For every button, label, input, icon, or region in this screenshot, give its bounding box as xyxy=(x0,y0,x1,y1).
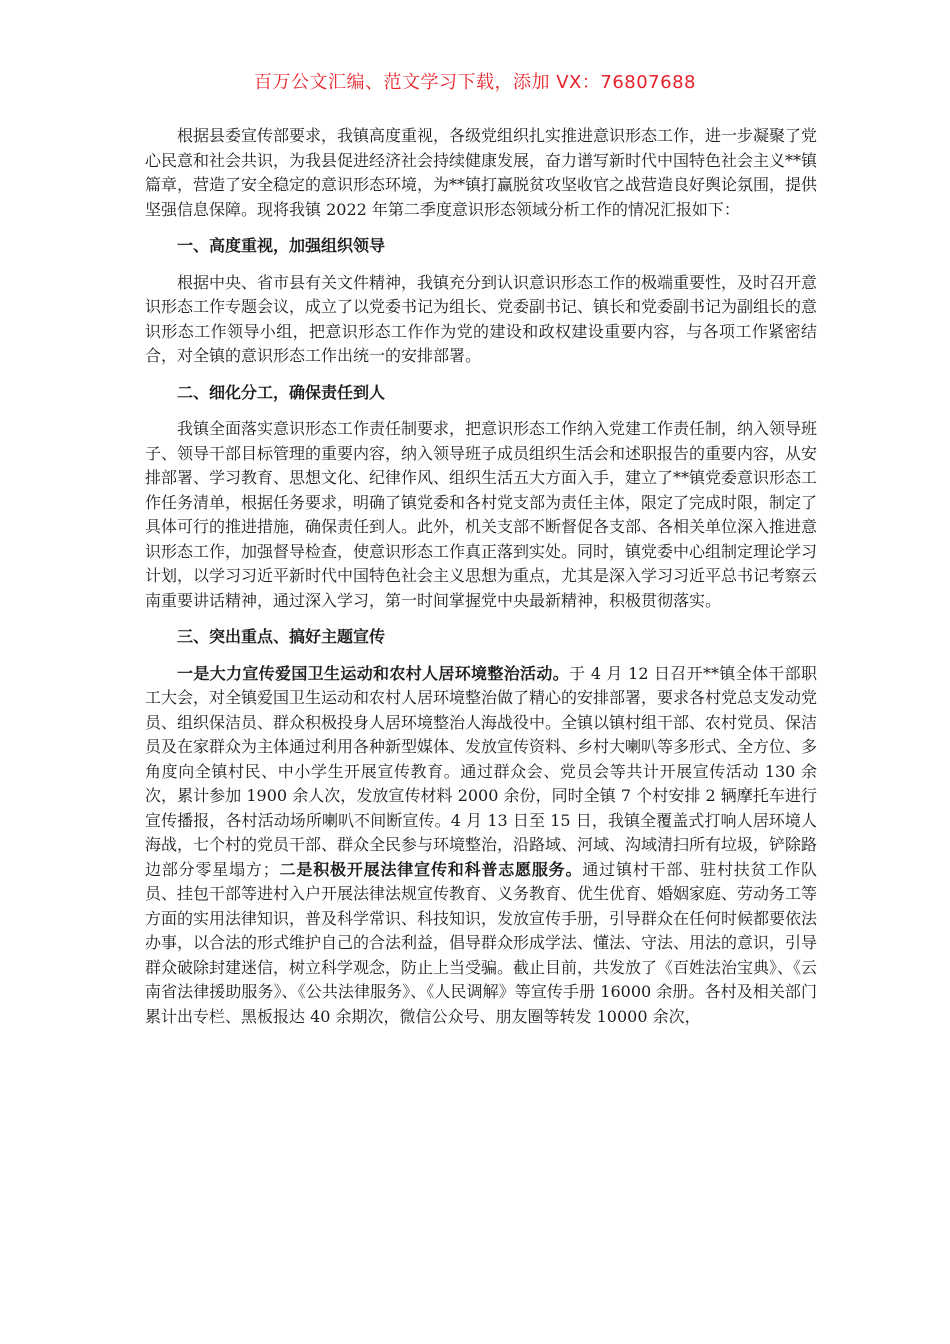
section-3-text-2: 通过镇村干部、驻村扶贫工作队员、挂包干部等进村入户开展法律法规宣传教育、义务教育、优生优育、婚姻家庭、劳动务工等方面的实用法律知识，普及科学常识、科技知识，发放宣传手册，引导群众在任何时候都要依法办事，以合法的形式维护自己的合法利益，倡导群众形成学法、懂法、守法、用法的意识，引导群众破除封建迷信，树立科学观念，防止上当受骗。截止目前，共发放了《百姓法治宝典》、《云南省法律援助服务》、《公共法律服务》、《人民调解》等宣传手册 16000 余册。各村及相关部门累计出专栏、黑板报达 40 余期次，微信公众号、朋友圈等转发 10000 余次， xyxy=(145,859,818,1026)
section-3-lead-1: 一是大力宣传爱国卫生运动和农村人居环境整治活动。 xyxy=(177,663,570,683)
watermark-header: 百万公文汇编、范文学习下载，添加 VX：76807688 xyxy=(254,72,696,93)
section-2-paragraph: 我镇全面落实意识形态工作责任制要求，把意识形态工作纳入党建工作责任制，纳入领导班子、领导干部目标管理的重要内容，纳入领导班子成员组织生活会和述职报告的重要内容，从安排部署、学习教育、思想文化、纪律作风、组织生活五大方面入手，建立了**镇党委意识形态工作任务清单，根据任务要求，明确了镇党委和各村党支部为责任主体，限定了完成时限，制定了具体可行的推进措施，确保责任到人。此外，机关支部不断督促各支部、各相关单位深入推进意识形态工作，加强督导检查，使意识形态工作真正落到实处。同时，镇党委中心组制定理论学习计划，以学习习近平新时代中国特色社会主义思想为重点，尤其是深入学习习近平总书记考察云南重要讲话精神，通过深入学习，第一时间掌握党中央最新精神，积极贯彻落实。 xyxy=(145,419,818,610)
document-body xyxy=(145,124,817,1029)
section-2-heading: 二、细化分工，确保责任到人 xyxy=(177,382,386,402)
section-1-heading: 一、高度重视，加强组织领导 xyxy=(177,236,386,255)
section-3-paragraph xyxy=(145,662,817,1030)
section-3-lead-2: 二是积极开展法律宣传和科普志愿服务。 xyxy=(278,859,583,879)
section-1-paragraph: 根据中央、省市县有关文件精神，我镇充分到认识意识形态工作的极端重要性，及时召开意识形态工作专题会议，成立了以党委书记为组长、党委副书记、镇长和党委副书记为副组长的意识形态工作领导小组，把意识形态工作作为党的建设和政权建设重要内容，与各项工作紧密结合，对全镇的意识形态工作出统一的安排部署。 xyxy=(145,272,818,365)
section-3-heading: 三、突出重点、搞好主题宣传 xyxy=(177,627,386,646)
section-3-text-1: 于 4 月 12 日召开**镇全体干部职工大会，对全镇爱国卫生运动和农村人居环境整治做了精心的安排部署，要求各村党总支发动党员、组织保洁员、群众积极投身人居环境整治人海战役中。全镇以镇村组干部、农村党员、保洁员及在家群众为主体通过利用各种新型媒体、发放宣传资料、乡村大喇叭等多形式、全方位、多角度向全镇村民、中小学生开展宣传教育。通过群众会、党员会等共计开展宣传活动 130 余次，累计参加 1900 余人次，发放宣传材料 2000 余份，同时全镇 7 个村安排 2 辆摩托车进行宣传播报，各村活动场所喇叭不间断宣传。4 月 13 日至 15 日，我镇全覆盖式打响人居环境人海战，七个村的党员干部、群众全民参与环境整治，沿路域、河域、沟域清扫所有垃圾，铲除路边部分零星塌方； xyxy=(145,663,818,879)
intro-paragraph: 根据县委宣传部要求，我镇高度重视，各级党组织扎实推进意识形态工作，进一步凝聚了党心民意和社会共识，为我县促进经济社会持续健康发展，奋力谱写新时代中国特色社会主义**镇篇章，营造了安全稳定的意识形态环境，为**镇打赢脱贫攻坚收官之战营造良好舆论氛围，提供坚强信息保障。现将我镇 2022 年第二季度意识形态领域分析工作的情况汇报如下： xyxy=(145,126,818,219)
